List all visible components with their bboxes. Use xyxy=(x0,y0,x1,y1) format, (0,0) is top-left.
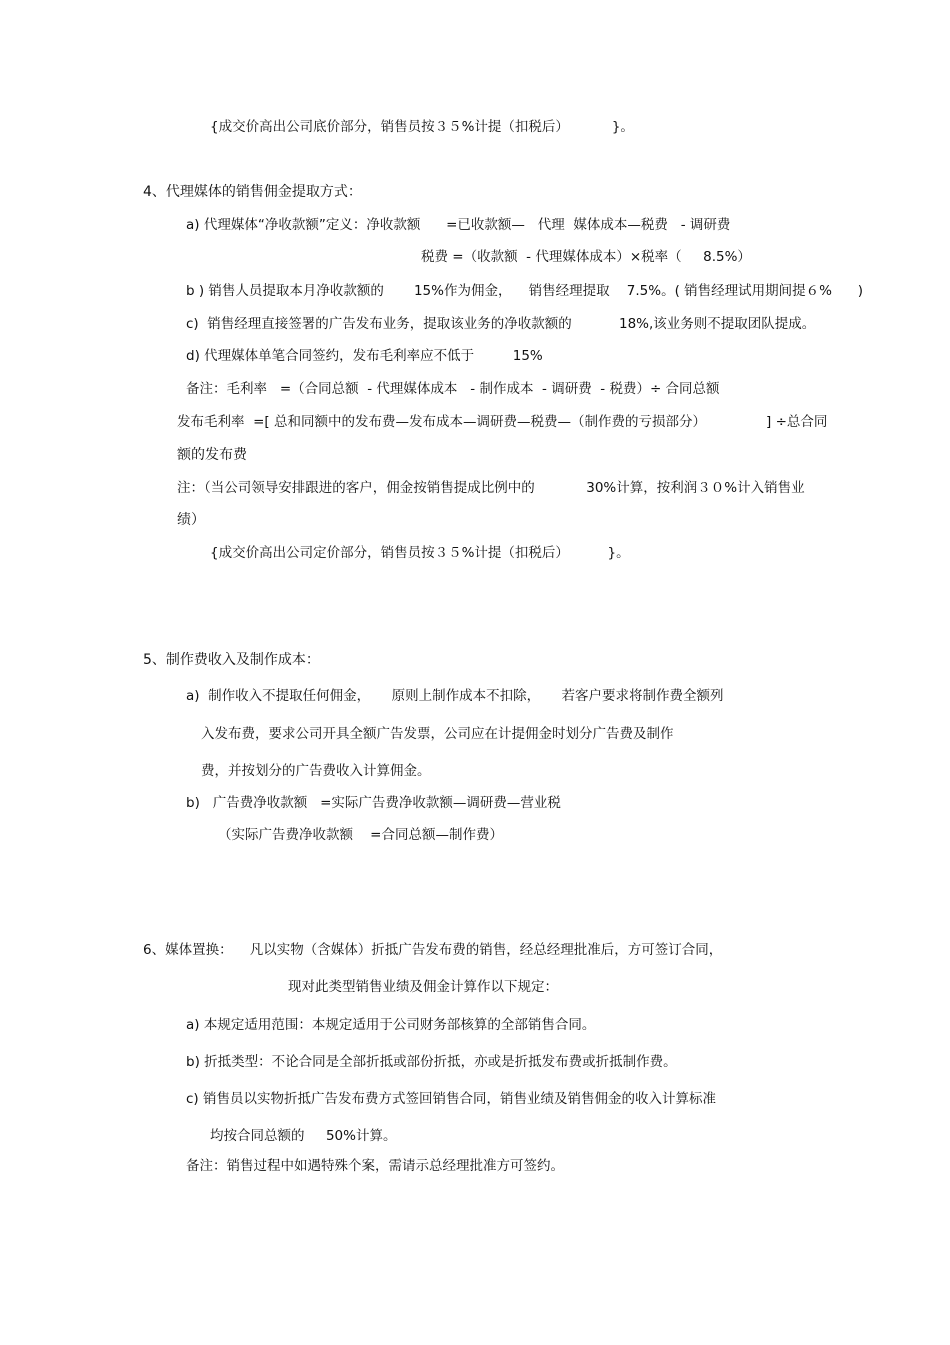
text-line: 备注：毛利率 =（合同总额 - 代理媒体成本 - 制作成本 - 调研费 - 税费）÷ 合同总额 xyxy=(186,381,720,397)
text-line: d) 代理媒体单笔合同签约，发布毛利率应不低于 15% xyxy=(186,348,543,364)
text-line: a) 本规定适用范围：本规定适用于公司财务部核算的全部销售合同。 xyxy=(186,1017,596,1033)
text-line: {成交价高出公司底价部分，销售员按３５%计提（扣税后） }。 xyxy=(210,119,634,135)
text-line: 备注：销售过程中如遇特殊个案，需请示总经理批准方可签约。 xyxy=(186,1158,564,1174)
text-line: 税费 =（收款额 - 代理媒体成本）×税率（ 8.5%） xyxy=(421,249,751,265)
text-line: 现对此类型销售业绩及佣金计算作以下规定： xyxy=(288,979,558,995)
text-line: a) 制作收入不提取任何佣金， 原则上制作成本不扣除， 若客户要求将制作费全额列 xyxy=(186,688,724,704)
text-line: 注：（当公司领导安排跟进的客户，佣金按销售提成比例中的 30%计算，按利润３０%计入销售业 xyxy=(177,480,805,496)
text-line: a) 代理媒体“净收款额”定义：净收款额 =已收款额— 代理 媒体成本—税费 - 调研费 xyxy=(186,217,731,233)
text-line: c) 销售经理直接签署的广告发布业务，提取该业务的净收款额的 18%,该业务则不提取团队提成。 xyxy=(186,316,816,332)
text-line: 额的发布费 xyxy=(177,447,247,463)
text-line: {成交价高出公司定价部分，销售员按３５%计提（扣税后） }。 xyxy=(210,545,630,561)
text-line: b ) 销售人员提取本月净收款额的 15%作为佣金， 销售经理提取 7.5%。( 销售经理试用期间提６% ) xyxy=(186,283,863,299)
section-heading: 5、制作费收入及制作成本： xyxy=(143,652,320,668)
text-line: 绩） xyxy=(177,512,205,528)
section-heading: 6、媒体置换： 凡以实物（含媒体）折抵广告发布费的销售，经总经理批准后，方可签订合同， xyxy=(143,942,723,958)
text-line: （实际广告费净收款额 =合同总额—制作费） xyxy=(218,827,503,843)
text-line: c) 销售员以实物折抵广告发布费方式签回销售合同，销售业绩及销售佣金的收入计算标准 xyxy=(186,1091,716,1107)
text-line: 入发布费，要求公司开具全额广告发票，公司应在计提佣金时划分广告费及制作 xyxy=(201,726,674,742)
text-line: b) 折抵类型：不论合同是全部折抵或部份折抵，亦或是折抵发布费或折抵制作费。 xyxy=(186,1054,677,1070)
text-line: b) 广告费净收款额 =实际广告费净收款额—调研费—营业税 xyxy=(186,795,561,811)
text-line: 费，并按划分的广告费收入计算佣金。 xyxy=(201,763,431,779)
text-line: 发布毛利率 =[ 总和同额中的发布费—发布成本—调研费—税费—（制作费的亏损部分） ] ÷总合同 xyxy=(177,414,828,430)
text-line: 均按合同总额的 50%计算。 xyxy=(210,1128,397,1144)
section-heading: 4、代理媒体的销售佣金提取方式： xyxy=(143,184,362,200)
